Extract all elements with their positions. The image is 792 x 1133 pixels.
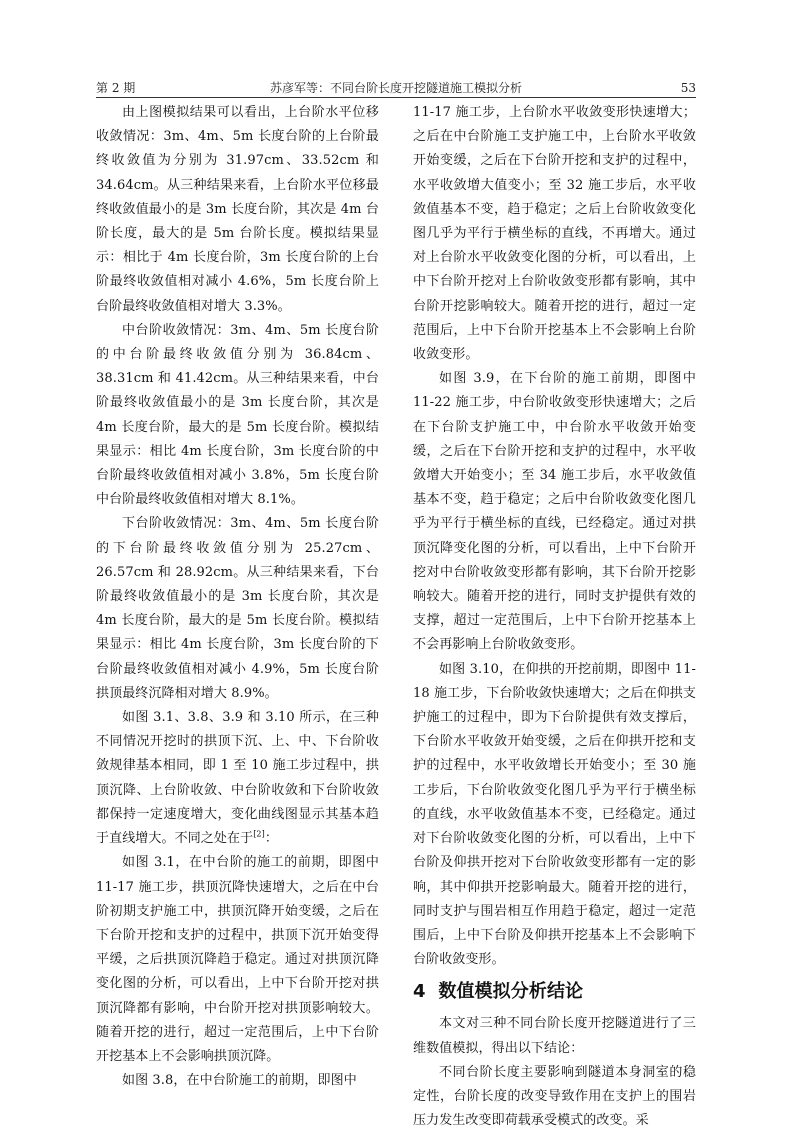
section-title: 数值模拟分析结论 (438, 981, 584, 1003)
citation-ref: [2] (253, 829, 265, 839)
paragraph-conclusion-1: 不同台阶长度主要影响到隧道本身洞室的稳定性，台阶长度的改变导致作用在支护上的围岩压力发生改变即荷载承受模式的改变。采 (413, 1064, 696, 1129)
section-heading (413, 978, 696, 1006)
paragraph-comparison-tail: ： (264, 831, 278, 847)
running-header (96, 78, 696, 98)
issue-number: 第 2 期 (96, 81, 136, 95)
paragraph-figure-3-9: 如图 3.9，在下台阶的施工前期，即图中 11-22 施工步，中台阶收敛变形快速增大；之后在下台阶支护施工中，中台阶水平收敛开始变缓，之后在下台阶开挖和支护的过程中，水平收敛增大开始变小；至 34 施工步后，水平收敛值基本不变，趋于稳定；之后中台阶收敛变化图几乎为平行于横坐标的直线，已经稳定。通过对拱顶沉降变化图的分析，可以看出，上中下台阶开挖对中台阶收敛变形都有影响，其下台阶开挖影响较大。随着开挖的进行，同时支护提供有效的支撑，超过一定范围后，上中下台阶开挖基本上不会再影响上台阶收敛变形。 (413, 371, 696, 653)
left-column (96, 101, 379, 1093)
paragraph-figure-3-1: 如图 3.1，在中台阶的施工的前期，即图中 11-17 施工步，拱顶沉降快速增大，之后在中台阶初期支护施工中，拱顶沉降开始变缓，之后在下台阶开挖和支护的过程中，拱顶下沉开始变得平缓，之后拱顶沉降趋于稳定。通过对拱顶沉降变化图的分析，可以看出，上中下台阶开挖对拱顶沉降都有影响，中台阶开挖对拱顶影响较大。随着开挖的进行，超过一定范围后，上中下台阶开挖基本上不会影响拱顶沉降。 (96, 855, 379, 1064)
paragraph-lower-bench: 下台阶收敛情况：3m、4m、5m 长度台阶的下台阶最终收敛值分别为 25.27cm、26.57cm 和 28.92cm。从三种结果来看，下台阶最终收敛值最小的是 3m 长度台阶，其次是 4m 长度台阶，最大的是 5m 长度台阶。模拟结果显示：相比 4m 长度台阶，3m 长度台阶的下台阶最终收敛值相对减小 4.9%，5m 长度台阶拱顶最终沉降相对增大 8.9%。 (96, 516, 379, 701)
paragraph-comparison-text: 如图 3.1、3.8、3.9 和 3.10 所示，在三种不同情况开挖时的拱顶下沉、上、中、下台阶收敛规律基本相同，即 1 至 10 施工步过程中，拱顶沉降、上台阶收敛、中台阶收敛和下台阶收敛都保持一定速度增大，变化曲线图显示其基本趋于直线增大。不同之处在于 (96, 710, 379, 847)
paragraph-comparison (96, 706, 379, 851)
running-title: 苏彦军等：不同台阶长度开挖隧道施工模拟分析 (269, 81, 522, 95)
right-column (413, 101, 696, 1133)
paragraph-figure-3-8-cont: 11-17 施工步，上台阶水平收敛变形快速增大；之后在中台阶施工支护施工中，上台阶水平收敛开始变缓，之后在下台阶开挖和支护的过程中，水平收敛增大值变小；至 32 施工步后，水平收敛值基本不变，趋于稳定；之后上台阶收敛变化图几乎为平行于横坐标的直线，不再增大。通过对上台阶水平收敛变化图的分析，可以看出，上中下台阶开挖对上台阶收敛变形都有影响，其中台阶开挖影响较大。随着开挖的进行，超过一定范围后，上中下台阶开挖基本上不会影响上台阶收敛变形。 (413, 105, 696, 363)
paragraph-middle-bench: 中台阶收敛情况：3m、4m、5m 长度台阶的中台阶最终收敛值分别为 36.84cm、38.31cm 和 41.42cm。从三种结果来看，中台阶最终收敛值最小的是 3m 长度台阶，其次是 4m 长度台阶，最大的是 5m 长度台阶。模拟结果显示：相比 4m 长度台阶，3m 长度台阶的中台阶最终收敛值相对减小 3.8%，5m 长度台阶中台阶最终收敛值相对增大 8.1%。 (96, 322, 379, 508)
paragraph-upper-bench: 由上图模拟结果可以看出，上台阶水平位移收敛情况：3m、4m、5m 长度台阶的上台阶最终收敛值为分别为 31.97cm、33.52cm 和 34.64cm。从三种结果来看，上台阶水平位移最终收敛值最小的是 3m 长度台阶，其次是 4m 台阶长度，最大的是 5m 台阶长度。模拟结果显示：相比于 4m 长度台阶，3m 长度台阶的上台阶最终收敛值相对减小 4.6%，5m 长度台阶上台阶最终收敛值相对增大 3.3%。 (96, 105, 379, 314)
header-rule (96, 97, 696, 98)
paragraph-figure-3-8-start: 如图 3.8，在中台阶施工的前期，即图中 (122, 1073, 357, 1089)
page-number: 53 (680, 81, 696, 95)
section-number: 4 (413, 981, 426, 1003)
paragraph-figure-3-10: 如图 3.10，在仰拱的开挖前期，即图中 11-18 施工步，下台阶收敛快速增大；之后在仰拱支护施工的过程中，即为下台阶提供有效支撑后，下台阶水平收敛开始变缓，之后在仰拱开挖和支护的过程中，水平收敛增长开始变小；至 30 施工步后，下台阶收敛变化图几乎为平行于横坐标的直线，水平收敛值基本不变，已经稳定。通过对下台阶收敛变化图的分析，可以看出，上中下台阶及仰拱开挖对下台阶收敛变形都有一定的影响，其中仰拱开挖影响最大。随着开挖的进行，同时支护与围岩相互作用趋于稳定，超过一定范围后，上中下台阶及仰拱开挖基本上不会影响下台阶收敛变形。 (413, 661, 696, 968)
paragraph-conclusion-intro: 本文对三种不同台阶长度开挖隧道进行了三维数值模拟，得出以下结论： (413, 1016, 696, 1056)
